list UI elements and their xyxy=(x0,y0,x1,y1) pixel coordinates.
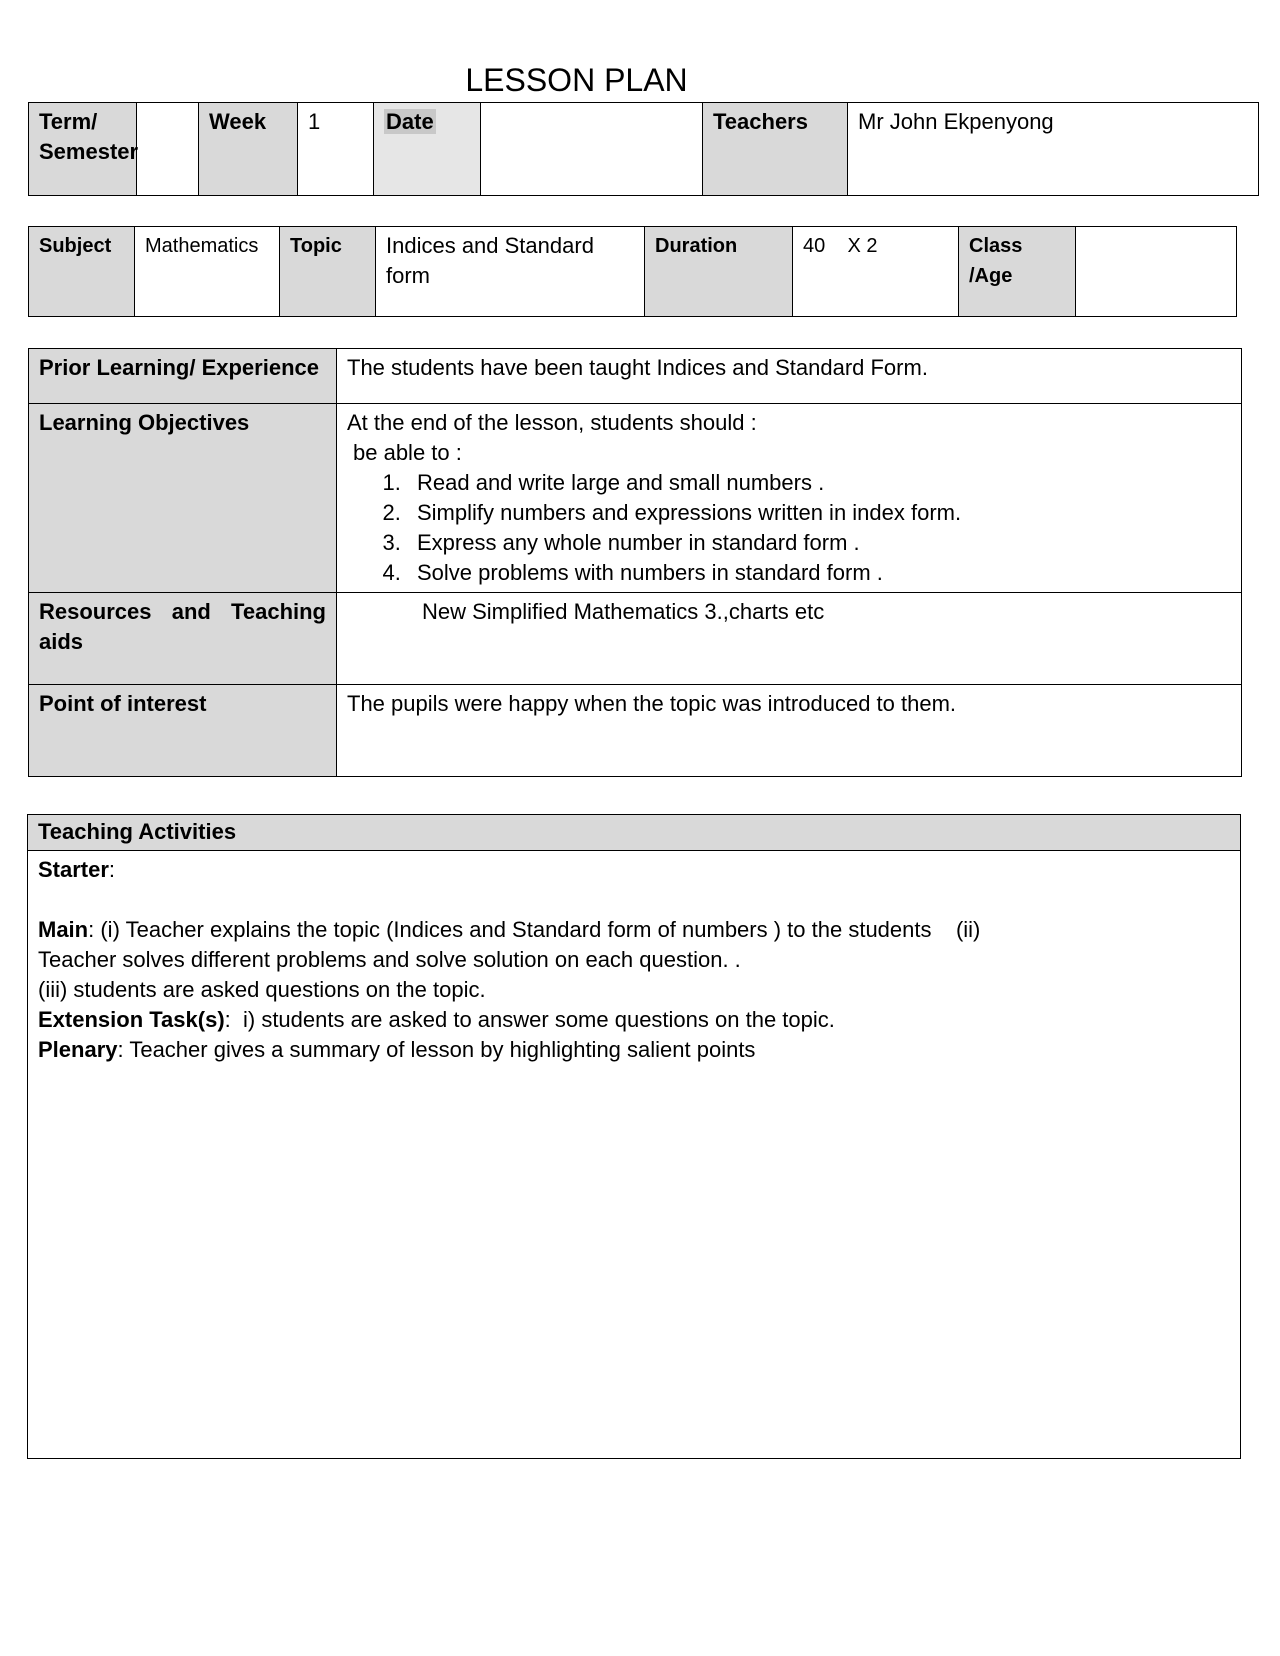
extension-value: : i) students are asked to answer some questions on the topic. xyxy=(224,1007,835,1032)
activities-body xyxy=(28,851,1241,1459)
list-item: 3. Express any whole number in standard form . xyxy=(407,528,1231,558)
activities-table xyxy=(27,814,1241,1459)
teachers-value: Mr John Ekpenyong xyxy=(848,103,1259,196)
main-text-3: (iii) students are asked questions on the topic. xyxy=(38,977,486,1002)
starter-value: : xyxy=(108,857,116,882)
class-label: Class /Age xyxy=(959,227,1076,317)
date-value xyxy=(481,103,703,196)
details-table xyxy=(28,348,1242,777)
term-label: Term/ Semester xyxy=(29,103,137,196)
resources-label: Resources and Teaching aids xyxy=(29,593,337,685)
interest-label: Point of interest xyxy=(29,685,337,777)
objectives-intro: At the end of the lesson, students should : xyxy=(347,410,757,435)
date-label-cell xyxy=(374,103,481,196)
week-value: 1 xyxy=(298,103,374,196)
list-item: 2. Simplify numbers and expressions written in index form. xyxy=(407,498,1231,528)
extension-line xyxy=(38,1005,1230,1035)
main-label: Main xyxy=(38,917,89,942)
list-item: 1. Read and write large and small numbers . xyxy=(407,468,1231,498)
week-label: Week xyxy=(199,103,298,196)
resources-value: New Simplified Mathematics 3.,charts etc xyxy=(337,593,1242,685)
date-label: Date xyxy=(386,109,434,134)
starter-label: Starter xyxy=(38,857,109,882)
term-value xyxy=(137,103,199,196)
objectives-intro-2: be able to : xyxy=(353,440,462,465)
info-table xyxy=(28,226,1237,317)
duration-label: Duration xyxy=(645,227,793,317)
activities-heading: Teaching Activities xyxy=(28,815,1241,851)
topic-label: Topic xyxy=(280,227,376,317)
starter-line xyxy=(38,855,1230,885)
topic-value: Indices and Standard form xyxy=(376,227,645,317)
plenary-line xyxy=(38,1035,1230,1065)
prior-value: The students have been taught Indices and Standard Form. xyxy=(337,349,1242,404)
plenary-value: : Teacher gives a summary of lesson by highlighting salient points xyxy=(117,1037,756,1062)
objectives-list xyxy=(347,468,1231,588)
duration-value: 40 X 2 xyxy=(793,227,959,317)
list-item: 4. Solve problems with numbers in standard form . xyxy=(407,558,1231,588)
subject-value: Mathematics xyxy=(135,227,280,317)
main-line xyxy=(38,915,1230,945)
main-text-1: : (i) Teacher explains the topic (Indices and Standard form of numbers ) to the students (ii) xyxy=(88,917,981,942)
header-table xyxy=(28,102,1259,196)
plenary-label: Plenary xyxy=(38,1037,118,1062)
interest-value: The pupils were happy when the topic was introduced to them. xyxy=(337,685,1242,777)
objectives-cell xyxy=(337,404,1242,593)
extension-label: Extension Task(s) xyxy=(38,1007,225,1032)
page-title: LESSON PLAN xyxy=(465,62,688,98)
objectives-label: Learning Objectives xyxy=(29,404,337,593)
prior-label: Prior Learning/ Experience xyxy=(29,349,337,404)
main-text-2: Teacher solves different problems and solve solution on each question. . xyxy=(38,947,741,972)
class-value xyxy=(1076,227,1237,317)
teachers-label: Teachers xyxy=(703,103,848,196)
subject-label: Subject xyxy=(29,227,135,317)
